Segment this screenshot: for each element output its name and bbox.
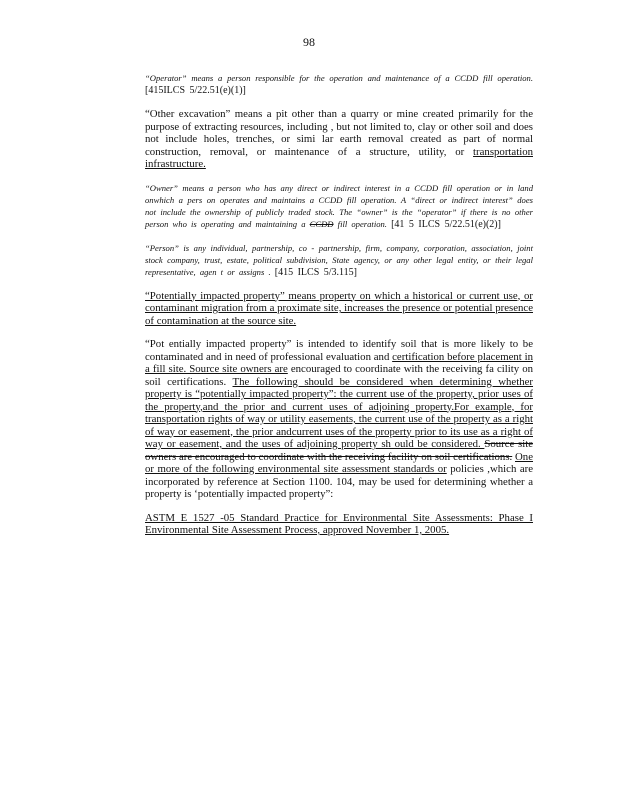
astm-reference bbox=[145, 512, 533, 537]
text-segment: One or more of the following environmental site assessment standards or bbox=[145, 450, 533, 475]
document-body bbox=[145, 72, 533, 548]
text-segment: “Person” is any individual, partnership, co - partnership, firm, company, corporation, association, joint stock company, trust, estate, political subdivision, State agency, or any other legal entity, or their legal representative, agen t or assigns . bbox=[145, 242, 533, 277]
text-segment: certification before placement in a fill site. Source site owners are bbox=[145, 350, 533, 375]
text-segment: [415 ILCS 5/3.115] bbox=[274, 266, 358, 278]
text-segment: “Owner” means a person who has any direct or indirect interest in a CCDD fill operation or in land onwhich a pers on operates and maintains a CCDD fill operation. A “direct or indirect interest” does not include the ownership of publicly traded stock. The “owner” is the “operator” if there is no other person who is operating and maintaining a bbox=[145, 182, 533, 229]
definition-other-excavation bbox=[145, 108, 533, 171]
text-segment: fill operation. bbox=[333, 218, 392, 229]
text-segment: encouraged to coordinate with the receiving fa cility on soil certifications. bbox=[145, 363, 533, 388]
text-segment: [415ILCS 5/22.51(e)(1)] bbox=[145, 85, 246, 96]
text-segment: “Operator” means a person responsible for the operation and maintenance of a CCDD fill operation. bbox=[145, 73, 533, 83]
text-segment: ASTM E 1527 -05 Standard Practice for Environmental Site Assessments: Phase I Environmental Site Assessment Process, approved November 1, 2005. bbox=[145, 511, 533, 536]
text-segment: [41 5 ILCS 5/22.51(e)(2)] bbox=[391, 218, 501, 230]
text-segment: Source site owners are encouraged to coordinate with the receiving facility on soil certifications. bbox=[145, 438, 533, 463]
definition-operator bbox=[145, 72, 533, 97]
text-segment: CCDD bbox=[309, 218, 334, 229]
text-segment: The following should be considered when determining whether property is “potentially impacted property”: the current use of the property, prior uses of the property,and the prior and current uses of adjoining property.For example, for transportation rights of way or utility easements, the current use of the property as a right of way or easement, the prior andcurrent uses of the property prior to its use as a right of way or easement, and the uses of adjoining property sh ould be considered. bbox=[145, 375, 534, 450]
text-segment: “Potentially impacted property” means property on which a historical or current use, or contaminant migration from a proximate site, increases the presence or potential presence of contamination at the source site. bbox=[145, 289, 533, 327]
text-segment: “Other excavation” means a pit other than a quarry or mine created primarily for the purpose of extracting resources, including , but not limited to, clay or other soil and does not include holes, trenches, or simi lar earth removal created as part of normal construction, removal, or maintenance of a structure, utility, or bbox=[145, 108, 533, 158]
page-number: 98 bbox=[303, 35, 315, 49]
text-segment: “Pot entially impacted property” is intended to identify soil that is more likely to be contaminated and in need of professional evaluation and bbox=[145, 338, 533, 363]
definition-person bbox=[145, 242, 533, 279]
potentially-impacted-property-guidance bbox=[145, 338, 533, 501]
text-segment: transportation infrastructure. bbox=[145, 145, 533, 170]
text-segment: policies ,which are incorporated by reference at Section 1100. 104, may be used for determining whether a property is ‘potentially impacted property”: bbox=[145, 463, 534, 500]
definition-potentially-impacted-property bbox=[145, 290, 533, 328]
definition-owner bbox=[145, 182, 533, 231]
